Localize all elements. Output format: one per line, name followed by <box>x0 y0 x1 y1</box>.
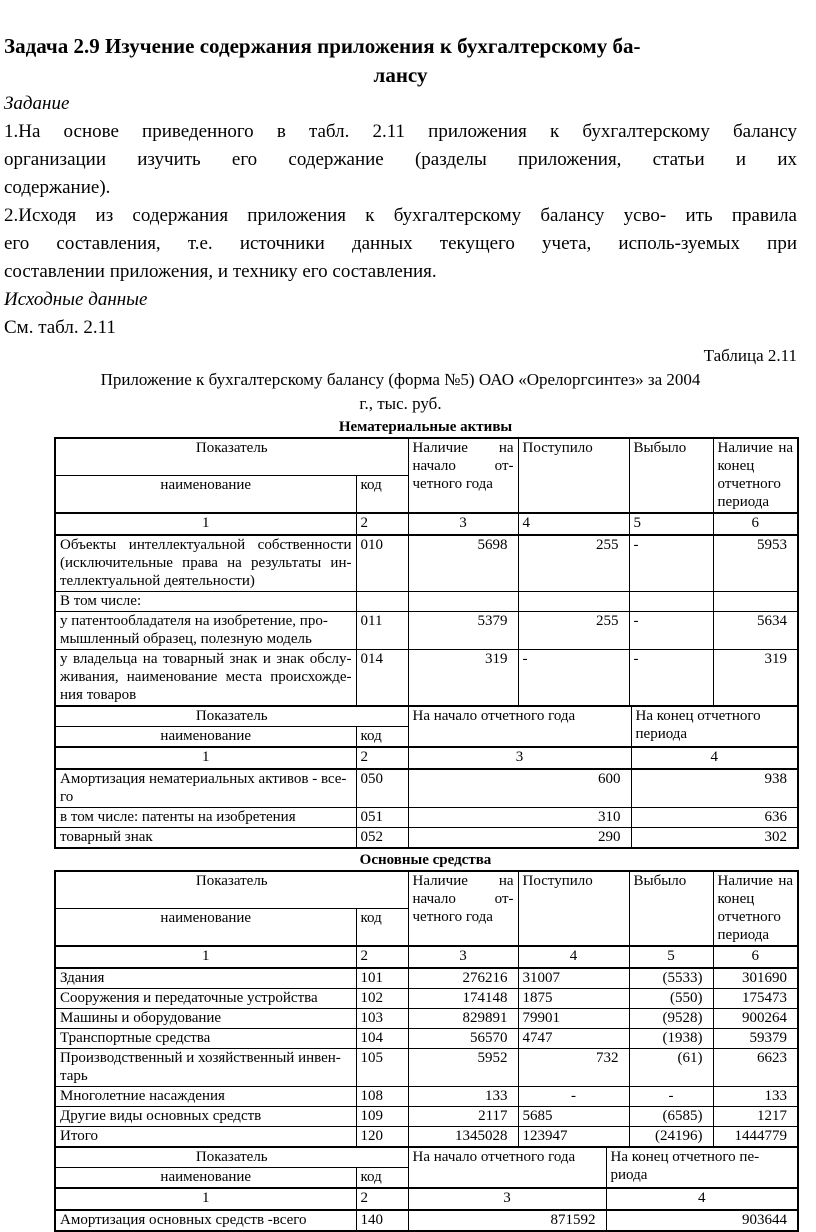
table-cell: 3 <box>408 747 631 769</box>
header-pokazatel: Показатель <box>55 871 408 909</box>
table-cell: Машины и оборудование <box>55 1009 356 1029</box>
table-cell: 175473 <box>713 989 798 1009</box>
table-cell: 5634 <box>713 612 798 650</box>
table-cell: 5379 <box>408 612 518 650</box>
table-cell: 010 <box>356 535 408 592</box>
table-cell: 319 <box>408 650 518 707</box>
table-cell: 1 <box>55 1188 356 1210</box>
table-cell: (6585) <box>629 1107 713 1127</box>
table-cell: 1875 <box>518 989 629 1009</box>
table-cell: 1 <box>55 946 356 968</box>
header-nalichie-konec: Наличие на конец отчетного периода <box>713 871 798 946</box>
table-row <box>55 808 798 828</box>
table-cell: 1 <box>55 747 356 769</box>
header-vybylo: Выбыло <box>629 438 713 513</box>
table-row <box>55 592 798 612</box>
table-cell: 1345028 <box>408 1127 518 1148</box>
table-cell: Амортизация основных средств -всего <box>55 1210 356 1231</box>
table-cell: Сооружения и передаточные устройства <box>55 989 356 1009</box>
paragraph-1 <box>4 118 797 202</box>
table-cell: 4 <box>518 513 629 535</box>
header-row <box>55 871 798 909</box>
table-cell: (24196) <box>629 1127 713 1148</box>
column-number-row <box>55 946 798 968</box>
table-cell: 101 <box>356 968 408 989</box>
table-cell: Итого <box>55 1127 356 1148</box>
table-cell: 4 <box>606 1188 798 1210</box>
table-cell: Здания <box>55 968 356 989</box>
table-cell: 2 <box>356 513 408 535</box>
table-cell: 6623 <box>713 1049 798 1087</box>
table-cell: 133 <box>408 1087 518 1107</box>
table-cell: 319 <box>713 650 798 707</box>
table-cell: 31007 <box>518 968 629 989</box>
table-cell: 102 <box>356 989 408 1009</box>
table-caption-line2: г., тыс. руб. <box>359 394 442 413</box>
table-cell: 903644 <box>606 1210 798 1231</box>
table-cell: 302 <box>631 828 798 849</box>
header-nalichie-konec: Наличие на конец отчетного периода <box>713 438 798 513</box>
table-cell: 174148 <box>408 989 518 1009</box>
table-cell: 5953 <box>713 535 798 592</box>
header-pokazatel: Показатель <box>55 1147 408 1168</box>
column-number-row <box>55 747 798 769</box>
table-cell: 051 <box>356 808 408 828</box>
table-cell: 4 <box>631 747 798 769</box>
table-cell: - <box>629 612 713 650</box>
header-na-konec: На конец отчетного периода <box>631 706 798 747</box>
table-row <box>55 1107 798 1127</box>
table-cell: 255 <box>518 612 629 650</box>
table-cell: 59379 <box>713 1029 798 1049</box>
table-row <box>55 1210 798 1231</box>
table-cell: 123947 <box>518 1127 629 1148</box>
table-row <box>55 1009 798 1029</box>
table-cell: 871592 <box>408 1210 606 1231</box>
paragraph-line: его составления, т.е. источники данных текущего учета, исполь-зуемых при <box>4 233 797 254</box>
table-cell: 1217 <box>713 1107 798 1127</box>
table-cell: 2 <box>356 946 408 968</box>
paragraph-line: 2.Исходя из содержания приложения к бухгалтерскому балансу усво- ить правила <box>4 205 797 226</box>
table-cell: 301690 <box>713 968 798 989</box>
table-cell: 103 <box>356 1009 408 1029</box>
header-row <box>55 1147 798 1168</box>
paragraph-line: составлении приложения, и технику его составления. <box>4 261 437 282</box>
table-cell: 133 <box>713 1087 798 1107</box>
table-cell: - <box>518 1087 629 1107</box>
table-cell: 600 <box>408 769 631 808</box>
section-title-intangible-assets: Нематериальные активы <box>338 419 513 435</box>
table-cell: 5698 <box>408 535 518 592</box>
header-row <box>55 706 798 727</box>
table-row <box>55 612 798 650</box>
table-cell: 56570 <box>408 1029 518 1049</box>
header-naimenovanie: наименование <box>55 476 356 514</box>
table-cell: 5685 <box>518 1107 629 1127</box>
table-row <box>55 1127 798 1148</box>
header-pokazatel: Показатель <box>55 438 408 476</box>
table-cell: 050 <box>356 769 408 808</box>
table-cell: 108 <box>356 1087 408 1107</box>
table-cell: Амортизация нематериальных активов - все-го <box>55 769 356 808</box>
header-na-nachalo: На начало отчетного года <box>408 1147 606 1188</box>
paragraph-line: содержание). <box>4 177 111 198</box>
table-cell: 829891 <box>408 1009 518 1029</box>
header-postupilo: Поступило <box>518 438 629 513</box>
table-cell: Объекты интеллектуальной собственности (исключительные права на результаты ин-теллектуальной деятельности) <box>55 535 356 592</box>
table-cell: 276216 <box>408 968 518 989</box>
column-number-row <box>55 513 798 535</box>
table-cell: 3 <box>408 513 518 535</box>
table-cell <box>408 592 518 612</box>
header-kod: код <box>356 1168 408 1189</box>
table-cell: 4747 <box>518 1029 629 1049</box>
table-cell: 4 <box>518 946 629 968</box>
header-nalichie-nachalo: Наличие на начало от-четного года <box>408 438 518 513</box>
table-cell <box>629 592 713 612</box>
paragraph-2 <box>4 202 797 286</box>
fixed-amortization-table <box>54 1146 799 1232</box>
header-kod: код <box>356 727 408 748</box>
table-row <box>55 1087 798 1107</box>
table-cell: Многолетние насаждения <box>55 1087 356 1107</box>
table-cell: - <box>629 650 713 707</box>
header-postupilo: Поступило <box>518 871 629 946</box>
header-nalichie-nachalo: Наличие на начало от-четного года <box>408 871 518 946</box>
table-cell: (9528) <box>629 1009 713 1029</box>
header-row <box>55 438 798 476</box>
table-cell: в том числе: патенты на изобретения <box>55 808 356 828</box>
table-cell: 5 <box>629 513 713 535</box>
intangible-amortization-table <box>54 705 799 849</box>
table-cell: - <box>629 1087 713 1107</box>
header-naimenovanie: наименование <box>55 909 356 947</box>
table-cell: у владельца на товарный знак и знак обслу-живания, наименование места происхожде-ния товаров <box>55 650 356 707</box>
fixed-assets-table <box>54 870 799 1148</box>
table-cell: 2 <box>356 1188 408 1210</box>
table-cell: В том числе: <box>55 592 356 612</box>
intangible-assets-table <box>54 437 799 707</box>
table-cell: Транспортные средства <box>55 1029 356 1049</box>
table-cell: у патентообладателя на изобретение, про-мышленный образец, полезную модель <box>55 612 356 650</box>
table-cell: 255 <box>518 535 629 592</box>
table-cell: (5533) <box>629 968 713 989</box>
table-cell: (1938) <box>629 1029 713 1049</box>
table-cell: - <box>518 650 629 707</box>
table-cell: 636 <box>631 808 798 828</box>
header-na-konec: На конец отчетного пе-риода <box>606 1147 798 1188</box>
header-vybylo: Выбыло <box>629 871 713 946</box>
see-table-ref: См. табл. 2.11 <box>4 317 116 338</box>
table-row <box>55 968 798 989</box>
table-cell: 1 <box>55 513 356 535</box>
header-naimenovanie: наименование <box>55 1168 356 1189</box>
header-naimenovanie: наименование <box>55 727 356 748</box>
table-cell: 938 <box>631 769 798 808</box>
table-cell: 3 <box>408 946 518 968</box>
table-cell: товарный знак <box>55 828 356 849</box>
table-cell: 732 <box>518 1049 629 1087</box>
table-cell: 104 <box>356 1029 408 1049</box>
header-na-nachalo: На начало отчетного года <box>408 706 631 747</box>
table-cell: 052 <box>356 828 408 849</box>
table-caption <box>4 368 797 416</box>
table-cell <box>356 592 408 612</box>
paragraph-line: 1.На основе приведенного в табл. 2.11 приложения к бухгалтерскому балансу <box>4 121 797 142</box>
table-cell: Другие виды основных средств <box>55 1107 356 1127</box>
table-cell: Производственный и хозяйственный инвен-тарь <box>55 1049 356 1087</box>
table-cell: 290 <box>408 828 631 849</box>
table-cell: 6 <box>713 513 798 535</box>
column-number-row <box>55 1188 798 1210</box>
table-cell: 310 <box>408 808 631 828</box>
table-cell: 109 <box>356 1107 408 1127</box>
ishodnye-dannye-label: Исходные данные <box>4 289 148 310</box>
table-cell: (61) <box>629 1049 713 1087</box>
table-caption-line1: Приложение к бухгалтерскому балансу (форма №5) ОАО «Орелоргсинтез» за 2004 <box>100 370 701 389</box>
table-row <box>55 1049 798 1087</box>
table-cell: 6 <box>713 946 798 968</box>
table-row <box>55 828 798 849</box>
table-number: Таблица 2.11 <box>703 346 797 365</box>
table-cell: 014 <box>356 650 408 707</box>
table-cell: 5 <box>629 946 713 968</box>
task-title-line2: лансу <box>373 63 428 87</box>
table-cell <box>713 592 798 612</box>
zadanie-label: Задание <box>4 93 70 114</box>
table-row <box>55 535 798 592</box>
table-cell: 140 <box>356 1210 408 1231</box>
table-cell: 105 <box>356 1049 408 1087</box>
section-title-fixed-assets: Основные средства <box>359 852 492 868</box>
table-cell <box>518 592 629 612</box>
paragraph-line: организации изучить его содержание (разделы приложения, статьи и их <box>4 149 797 170</box>
table-row <box>55 989 798 1009</box>
table-row <box>55 650 798 707</box>
table-cell: 1444779 <box>713 1127 798 1148</box>
header-kod: код <box>356 476 408 514</box>
table-row <box>55 1029 798 1049</box>
table-cell: 79901 <box>518 1009 629 1029</box>
table-cell: 2117 <box>408 1107 518 1127</box>
table-cell: 120 <box>356 1127 408 1148</box>
table-cell: 2 <box>356 747 408 769</box>
table-cell: 900264 <box>713 1009 798 1029</box>
table-cell: (550) <box>629 989 713 1009</box>
table-row <box>55 769 798 808</box>
table-cell: 3 <box>408 1188 606 1210</box>
table-cell: 011 <box>356 612 408 650</box>
task-title-line1: Задача 2.9 Изучение содержания приложения к бухгалтерскому ба- <box>4 34 641 58</box>
task-title <box>4 32 797 90</box>
table-cell: - <box>629 535 713 592</box>
table-cell: 5952 <box>408 1049 518 1087</box>
header-pokazatel: Показатель <box>55 706 408 727</box>
header-kod: код <box>356 909 408 947</box>
